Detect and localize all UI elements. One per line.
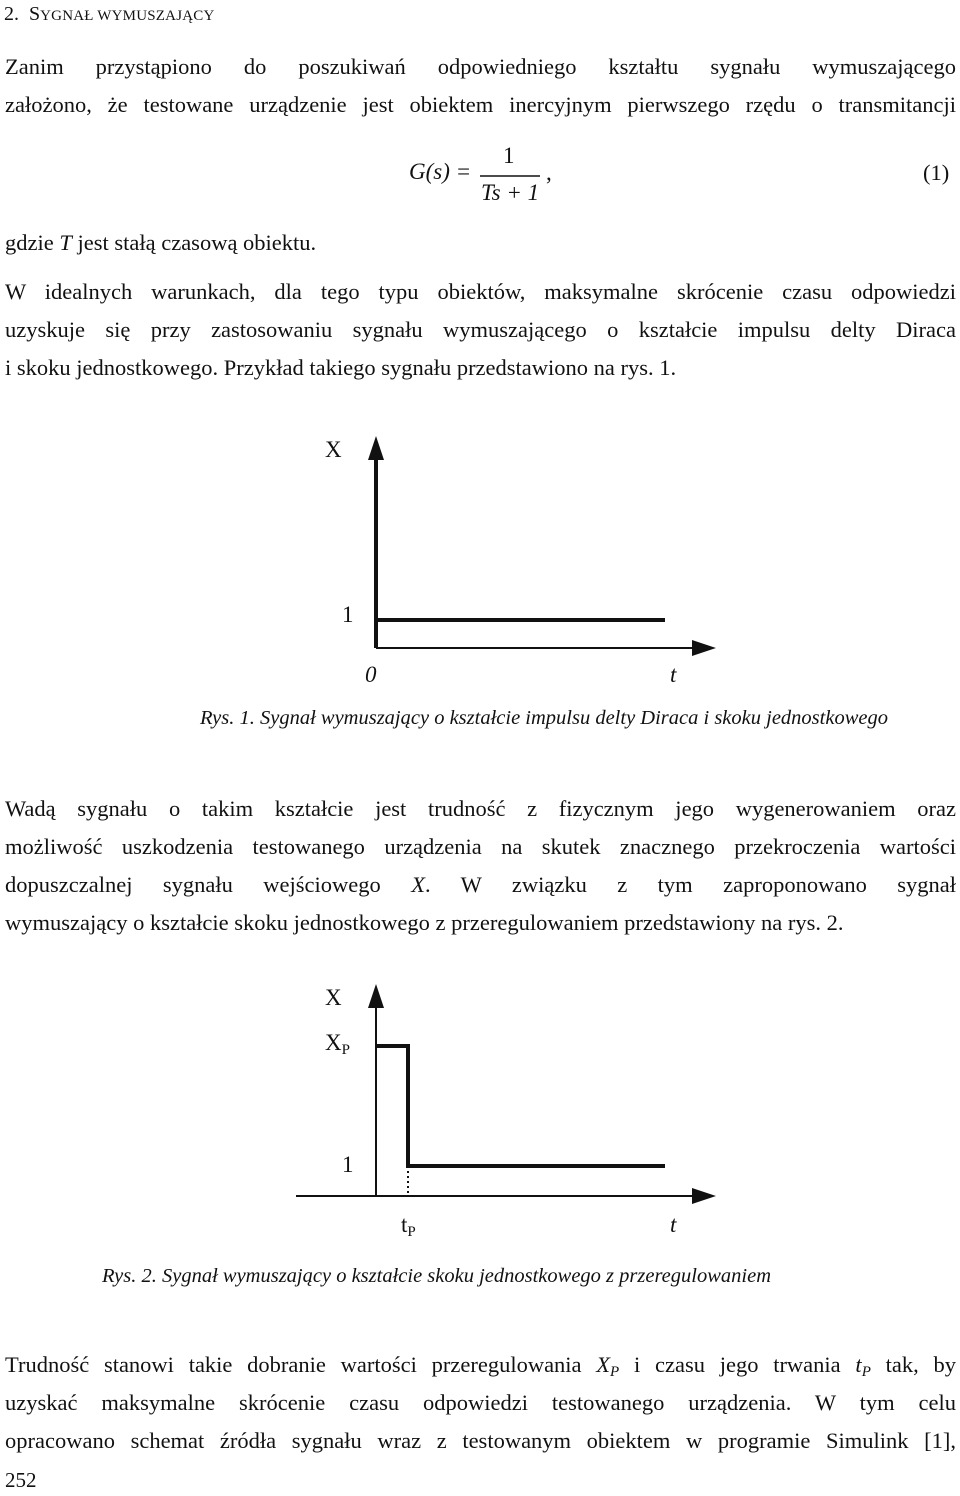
fig2-peak-label-sub: P [341,1042,350,1058]
formula-denominator: Ts + 1 [481,180,540,205]
formula-comma: , [546,160,552,185]
fig2-caption: Rys. 2. Sygnał wymuszający o kształcie skoku jednostkowego z przeregulowaniem [102,1265,771,1287]
para4-line1-xsub: P [610,1364,620,1380]
para4-line1-c: tak, by [870,1352,956,1377]
fig1-y-axis-arrow [368,436,384,460]
formula-lhs: G(s) = [409,159,472,184]
para4-line1-x: X [596,1352,611,1377]
para3-line3-symbol: X [411,872,425,897]
para1-line2: założono, że testowane urządzenie jest obiektem inercyjnym pierwszego rzędu o transmitancji [5,92,956,117]
fig2-time-label-sub: P [407,1224,416,1240]
fig1-x-axis-label: t [670,662,677,687]
fig2-x-axis-arrow [692,1188,716,1204]
fig1-y-axis-label: X [325,437,342,462]
fig1-caption: Rys. 1. Sygnał wymuszający o kształcie impulsu delty Diraca i skoku jednostkowego [200,707,888,729]
formula-number: (1) [923,160,950,185]
para2-line1: W idealnych warunkach, dla tego typu obiektów, maksymalne skrócenie czasu odpowiedzi [5,279,956,304]
fig2-signal-line [376,1046,665,1166]
fig2-y-axis-label: X [325,985,342,1010]
para3-line2: możliwość uszkodzenia testowanego urządzenia na skutek znacznego przekroczenia wartości [5,834,956,859]
para3-line4: wymuszający o kształcie skoku jednostkowego z przeregulowaniem przedstawiony na rys. 2. [5,910,844,935]
fig1-x-axis-arrow [692,640,716,656]
section-number: 2. [4,3,19,25]
formula-numerator: 1 [503,143,515,168]
para4-line1-t: t [855,1352,862,1377]
para2-line2: uzyskuje się przy zastosowaniu sygnału wymuszającego o kształcie impulsu delty Diraca [5,317,956,342]
para3-line3-after: . W związku z tym zaproponowano sygnał [424,872,956,897]
fig2-level-label: 1 [342,1152,354,1177]
section-title-initial: S [29,3,41,25]
fig2-peak-label-main: X [325,1030,342,1055]
para3-line3-before: dopuszczalnej sygnału wejściowego [5,872,412,897]
para4-line2: uzyskać maksymalne skrócenie czasu odpowiedzi testowanego urządzenia. W tym celu [5,1390,956,1415]
where-line-before: gdzie [5,230,60,255]
figure1-plot [368,436,716,656]
para3-line1: Wadą sygnału o takim kształcie jest trudność z fizycznym jego wygenerowaniem oraz [5,796,956,821]
where-line-symbol: T [59,230,72,255]
fig1-origin-label: 0 [365,662,377,687]
para4-line3: opracowano schemat źródła sygnału wraz z testowanym obiektem w programie Simulink [1], [5,1428,956,1453]
fig2-time-label-main: t [401,1212,408,1237]
fig1-level-label: 1 [342,602,354,627]
figure2-plot [296,984,716,1204]
fig2-x-axis-label: t [670,1212,677,1237]
page-number: 252 [5,1468,37,1492]
section-title-rest: YGNAŁ WYMUSZAJĄCY [40,8,215,24]
para2-line3: i skoku jednostkowego. Przykład takiego sygnału przedstawiono na rys. 1. [5,355,677,380]
para4-line1-b: i czasu jego trwania [619,1352,856,1377]
fig2-y-axis-arrow [368,984,384,1008]
where-line-after: jest stałą czasową obiektu. [71,230,317,255]
para1-line1: Zanim przystąpiono do poszukiwań odpowiedniego kształtu sygnału wymuszającego [5,54,956,79]
para4-line1-tsub: P [861,1364,871,1380]
para4-line1-a: Trudność stanowi takie dobranie wartości przeregulowania [5,1352,597,1377]
